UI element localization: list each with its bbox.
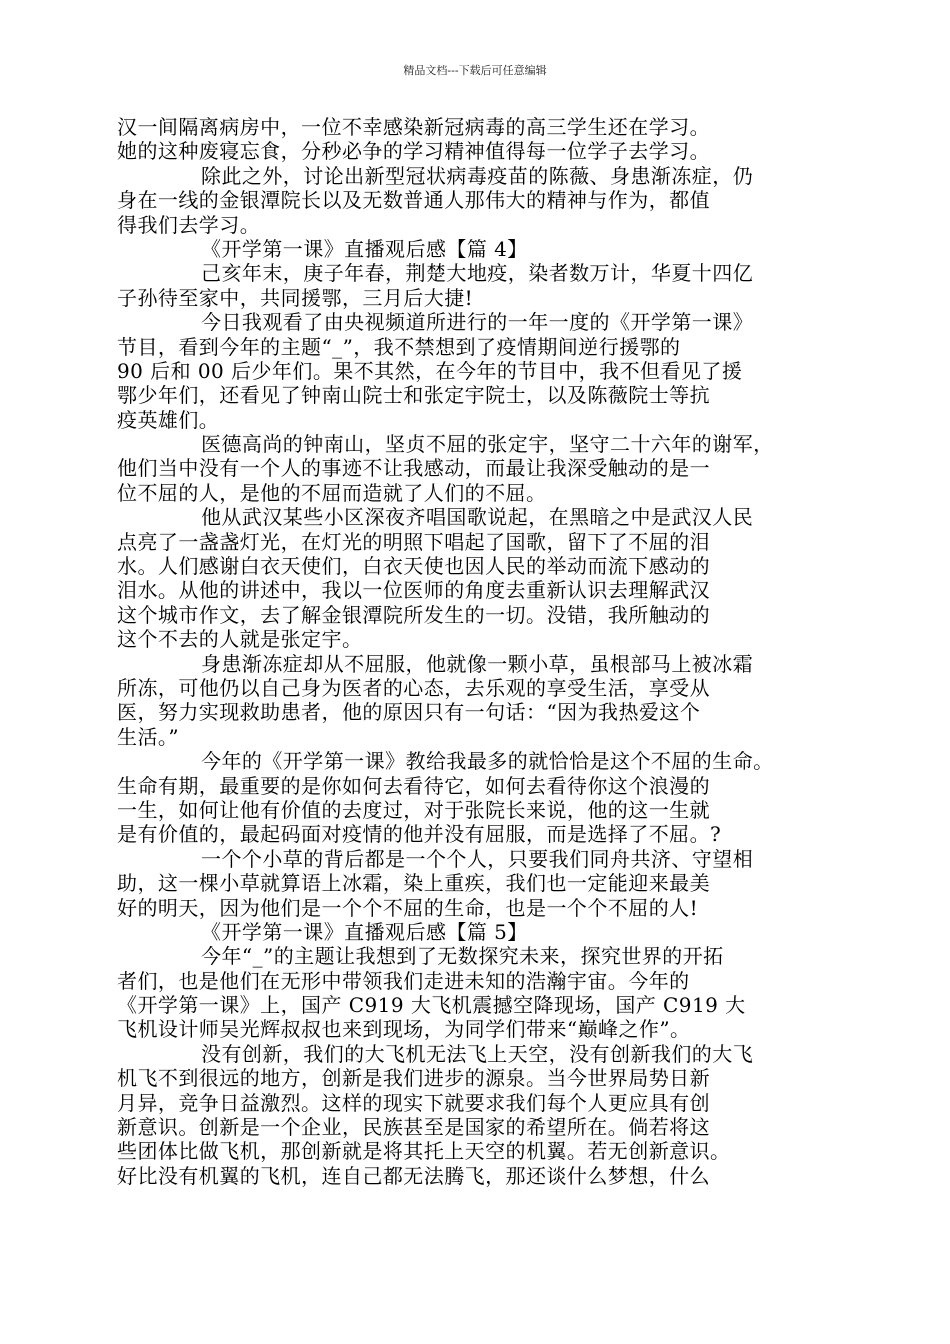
- text-line: 得我们去学习。: [117, 212, 261, 237]
- page-header: 精品文档---下载后可任意编辑: [403, 64, 547, 77]
- text-line: 位不屈的人，是他的不屈而造就了人们的不屈。: [117, 480, 547, 505]
- text-line: 他从武汉某些小区深夜齐唱国歌说起，在黑暗之中是武汉人民: [201, 505, 754, 530]
- text-line: 鄂少年们，还看见了钟南山院士和张定宇院士，以及陈薇院士等抗: [117, 383, 711, 408]
- text-line: 好比没有机翼的飞机，连自己都无法腾飞，那还谈什么梦想，什么: [117, 1163, 711, 1188]
- text-line: 水。人们感谢白衣天使们，白衣天使也因人民的举动而流下感动的: [117, 554, 711, 579]
- text-line: 泪水。从他的讲述中，我以一位医师的角度去重新认识去理解武汉: [117, 578, 711, 603]
- text-line: 助，这一棵小草就算语上冰霜，染上重疾，我们也一定能迎来最美: [117, 871, 711, 896]
- text-line: 今日我观看了由央视频道所进行的一年一度的《开学第一课》: [201, 310, 754, 335]
- text-line: 新意识。创新是一个企业，民族甚至是国家的希望所在。倘若将这: [117, 1115, 711, 1140]
- text-line: 生命有期，最重要的是你如何去看待它，如何去看待你这个浪漫的: [117, 773, 711, 798]
- text-line: 汉一间隔离病房中，一位不幸感染新冠病毒的高三学生还在学习。: [117, 115, 711, 139]
- text-line: 这个不去的人就是张定宇。: [117, 627, 363, 652]
- text-line: 月异，竞争日益激烈。这样的现实下就要求我们每个人更应具有创: [117, 1090, 711, 1115]
- text-line: 一生，如何让他有价值的去度过，对于张院长来说，他的这一生就: [117, 797, 711, 822]
- text-line: 《开学第一课》上，国产 C919 大飞机震撼空降现场，国产 C919 大: [117, 993, 746, 1018]
- text-line: 除此之外，讨论出新型冠状病毒疫苗的陈薇、身患渐冻症，仍: [201, 163, 754, 188]
- text-line: 医，努力实现救助患者，他的原因只有一句话：“因为我热爱这个: [117, 700, 701, 725]
- text-line: 《开学第一课》直播观后感【篇 4】: [201, 236, 528, 261]
- text-line: 今年的《开学第一课》教给我最多的就恰恰是这个不屈的生命。: [201, 749, 774, 774]
- text-line: 些团体比做飞机，那创新就是将其托上天空的机翼。若无创新意识。: [117, 1139, 731, 1164]
- text-line: 一个个小草的背后都是一个个人，只要我们同舟共济、守望相: [201, 846, 754, 871]
- text-line: 没有创新，我们的大飞机无法飞上天空，没有创新我们的大飞: [201, 1041, 754, 1066]
- text-line: 己亥年末，庚子年春，荆楚大地疫，染者数万计，华夏十四亿: [201, 261, 754, 286]
- text-line: 飞机设计师吴光辉叔叔也来到现场，为同学们带来“巅峰之作”。: [117, 1017, 691, 1042]
- text-line: 节目，看到今年的主题“_”，我不禁想到了疫情期间逆行援鄂的: [117, 334, 681, 359]
- text-line: 点亮了一盏盏灯光，在灯光的明照下唱起了国歌，留下了不屈的泪: [117, 529, 711, 554]
- text-line: 今年“_”的主题让我想到了无数探究未来，探究世界的开拓: [201, 944, 724, 969]
- text-line: 身在一线的金银潭院长以及无数普通人那伟大的精神与作为，都值: [117, 188, 711, 213]
- text-line: 者们，也是他们在无形中带领我们走进未知的浩瀚宇宙。今年的: [117, 968, 690, 993]
- text-line: 《开学第一课》直播观后感【篇 5】: [201, 919, 528, 944]
- text-line: 疫英雄们。: [117, 407, 220, 432]
- text-line: 她的这种废寝忘食，分秒必争的学习精神值得每一位学子去学习。: [117, 139, 711, 164]
- text-line: 他们当中没有一个人的事迹不让我感动，而最让我深受触动的是一: [117, 456, 711, 481]
- text-line: 机飞不到很远的地方，创新是我们进步的源泉。当今世界局势日新: [117, 1066, 711, 1091]
- text-line: 身患渐冻症却从不屈服，他就像一颗小草，虽根部马上被冰霜: [201, 651, 754, 676]
- text-line: 子孙待至家中，共同援鄂，三月后大捷!: [117, 285, 474, 310]
- text-line: 所冻，可他仍以自己身为医者的心态，去乐观的享受生活，享受从: [117, 675, 711, 700]
- text-line: 生活。”: [117, 724, 180, 749]
- text-line: 好的明天，因为他们是一个个不屈的生命，也是一个个不屈的人!: [117, 895, 699, 920]
- text-line: 90 后和 00 后少年们。果不其然，在今年的节目中，我不但看见了援: [117, 358, 743, 383]
- text-line: 医德高尚的钟南山，坚贞不屈的张定宇，坚守二十六年的谢军，: [201, 432, 774, 457]
- document-body: [117, 115, 833, 1188]
- text-line: 这个城市作文，去了解金银潭院所发生的一切。没错，我所触动的: [117, 602, 711, 627]
- text-line: 是有价值的，最起码面对疫情的他并没有屈服，而是选择了不屈。?: [117, 822, 722, 847]
